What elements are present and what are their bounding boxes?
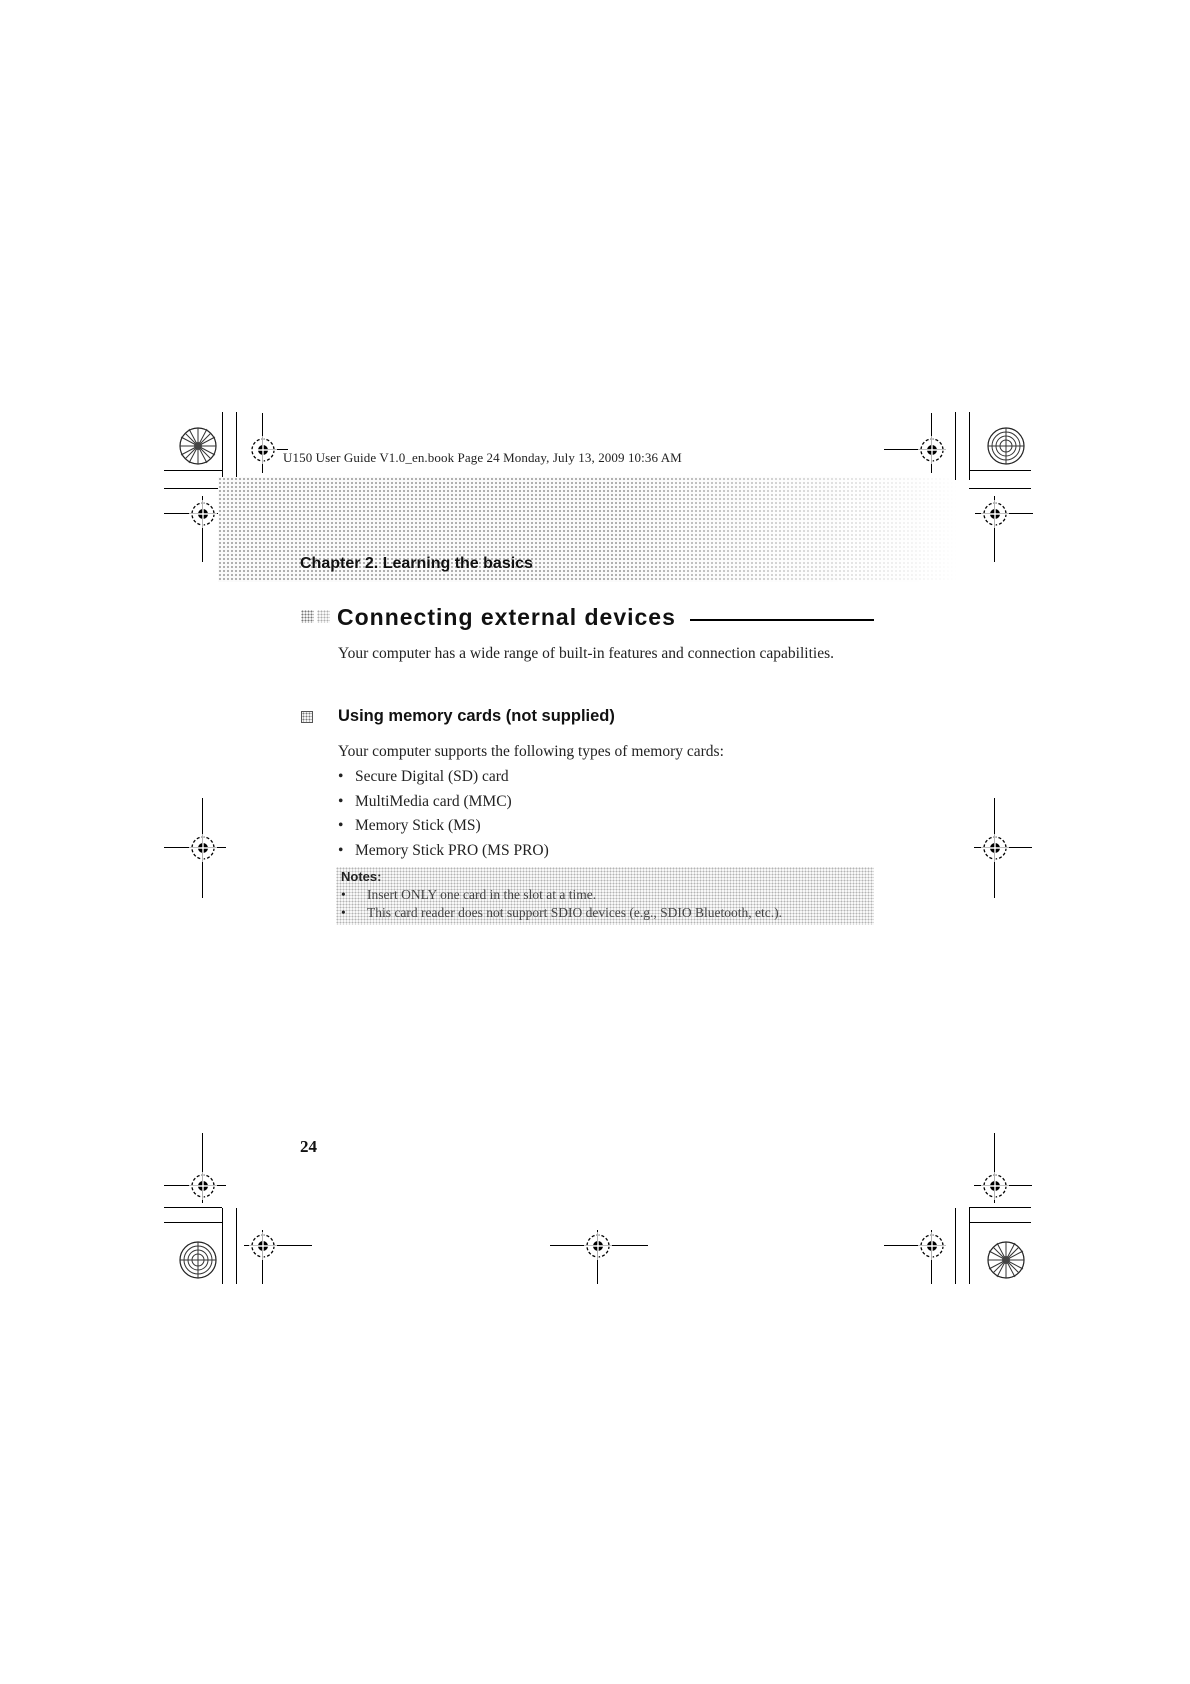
- section-marker-icon: [317, 610, 330, 623]
- crop-mark-line: [955, 1208, 956, 1284]
- bullet-icon: •: [341, 905, 346, 920]
- rosette-mark-icon: [176, 424, 220, 468]
- section-marker-icon: [301, 610, 314, 623]
- crop-mark-line: [969, 470, 1031, 471]
- section-intro: Your computer has a wide range of built-in features and connection capabilities.: [338, 645, 834, 662]
- crop-mark-line: [222, 412, 223, 480]
- registration-target-icon: [912, 1226, 952, 1266]
- bullet-icon: •: [341, 887, 346, 902]
- page-number: 24: [300, 1137, 317, 1156]
- rosette-mark-icon: [176, 1238, 220, 1282]
- crop-mark-line: [236, 412, 237, 480]
- crop-mark-line: [164, 1222, 222, 1223]
- registration-target-icon: [243, 430, 283, 470]
- crop-mark-line: [969, 1222, 1031, 1223]
- note-item: [341, 887, 596, 903]
- list-item: [338, 814, 549, 839]
- registration-target-icon: [183, 828, 223, 868]
- rosette-mark-icon: [984, 424, 1028, 468]
- list-item-text: Memory Stick (MS): [355, 817, 481, 834]
- bullet-icon: •: [338, 768, 344, 785]
- subsection-title: Using memory cards (not supplied): [338, 707, 615, 725]
- file-header: U150 User Guide V1.0_en.book Page 24 Monday, July 13, 2009 10:36 AM: [283, 450, 682, 465]
- crop-mark-line: [164, 488, 222, 489]
- bullet-icon: •: [338, 817, 344, 834]
- note-text: This card reader does not support SDIO devices (e.g., SDIO Bluetooth, etc.).: [367, 905, 783, 920]
- registration-target-icon: [975, 494, 1015, 534]
- bullet-icon: •: [338, 792, 344, 810]
- registration-target-icon: [578, 1226, 618, 1266]
- crop-mark-line: [955, 412, 956, 480]
- list-item: [338, 790, 549, 815]
- registration-target-icon: [912, 430, 952, 470]
- registration-target-icon: [975, 1166, 1015, 1206]
- section-rule: [690, 619, 874, 621]
- list-item: [338, 839, 549, 864]
- bullet-icon: •: [338, 841, 344, 859]
- registration-target-icon: [243, 1226, 283, 1266]
- note-item: [341, 905, 782, 921]
- crop-mark-line: [222, 1208, 223, 1284]
- list-item-text: Secure Digital (SD) card: [355, 768, 509, 785]
- list-item-text: MultiMedia card (MMC): [355, 792, 512, 810]
- crop-mark-line: [164, 470, 222, 471]
- registration-target-icon: [183, 1166, 223, 1206]
- section-title: Connecting external devices: [337, 604, 676, 630]
- crop-mark-line: [236, 1208, 237, 1284]
- note-text: Insert ONLY one card in the slot at a time.: [367, 887, 597, 902]
- subsection-marker-icon: [301, 711, 313, 723]
- registration-target-icon: [183, 494, 223, 534]
- crop-mark-line: [164, 1207, 222, 1208]
- list-item: [338, 765, 549, 790]
- crop-mark-line: [969, 1208, 970, 1284]
- memory-card-list: [338, 765, 549, 863]
- registration-target-icon: [975, 828, 1015, 868]
- crop-mark-line: [969, 1207, 1031, 1208]
- list-item-text: Memory Stick PRO (MS PRO): [355, 841, 549, 859]
- chapter-title: Chapter 2. Learning the basics: [300, 555, 533, 572]
- crop-mark-line: [969, 488, 1031, 489]
- notes-title: Notes:: [341, 869, 382, 884]
- rosette-mark-icon: [984, 1238, 1028, 1282]
- subsection-intro: Your computer supports the following types of memory cards:: [338, 743, 724, 760]
